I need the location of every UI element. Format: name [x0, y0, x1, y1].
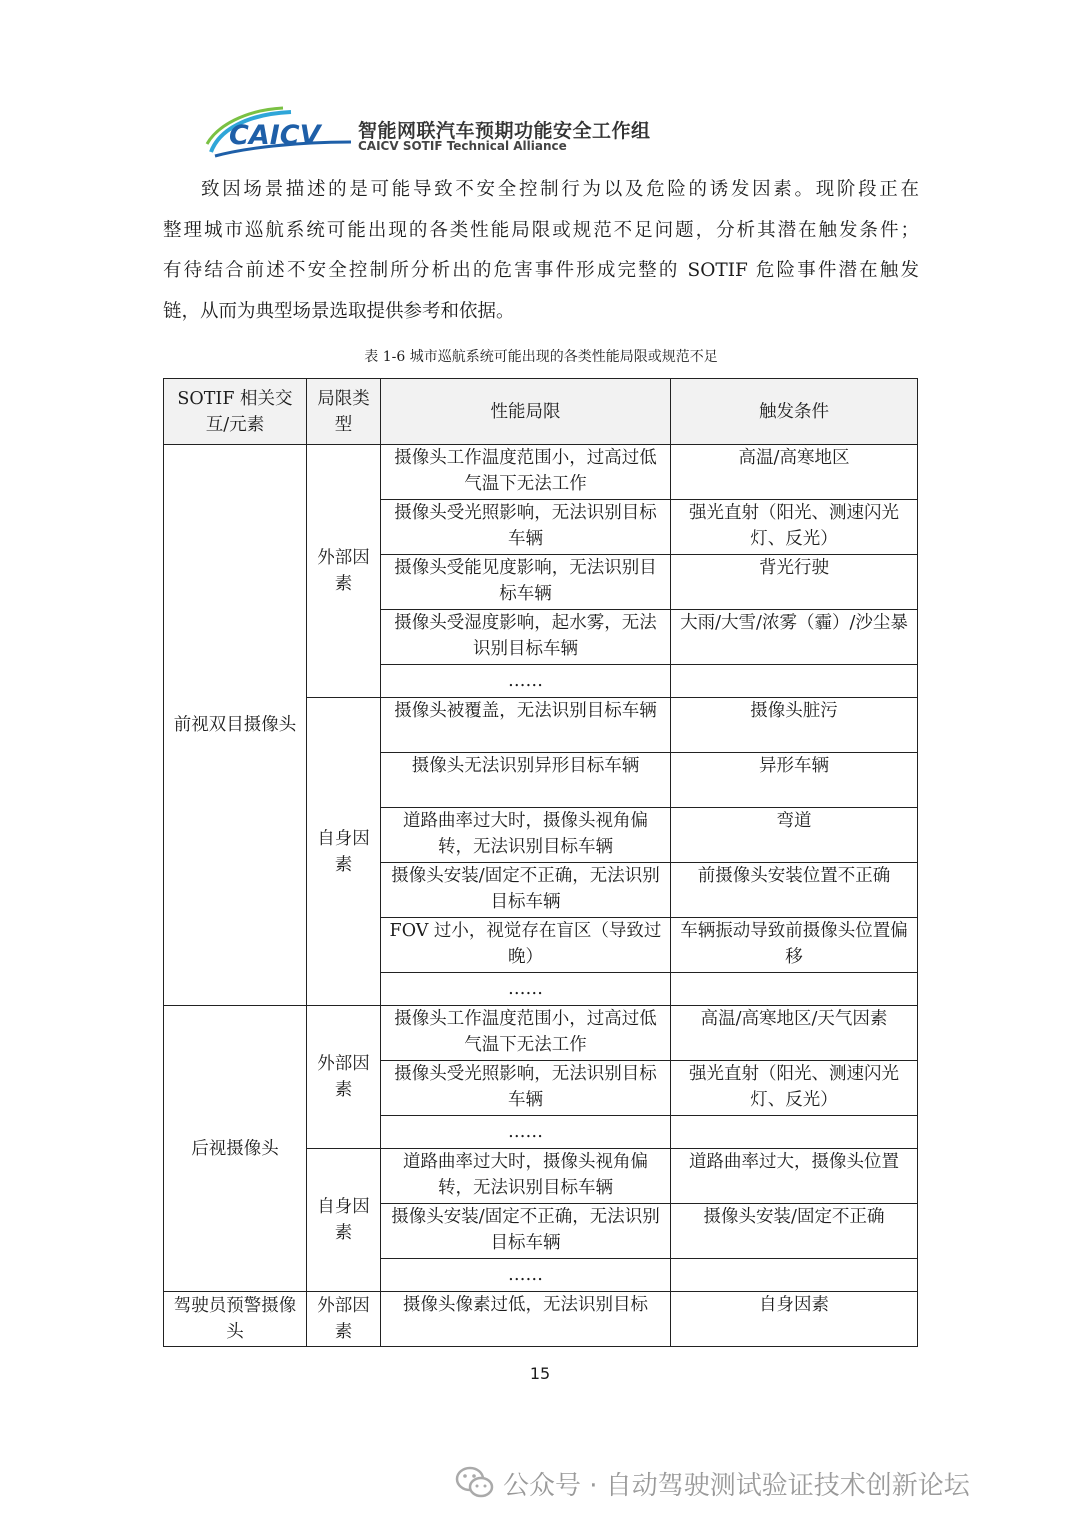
body-paragraph [163, 170, 919, 332]
empty-cell [671, 973, 918, 1006]
trigger-cell: 自身因素 [671, 1292, 918, 1347]
element-cell-driver: 驾驶员预警摄像头 [164, 1292, 307, 1347]
header-type: 局限类型 [307, 379, 381, 445]
limitation-cell: 摄像头受能见度影响，无法识别目标车辆 [381, 555, 671, 610]
page-number: 15 [529, 1364, 551, 1383]
body-line: 有待结合前述不安全控制所分析出的危害事件形成完整的 SOTIF 危险事件潜在触发 [163, 260, 919, 281]
type-cell-external: 外部因素 [307, 445, 381, 698]
trigger-cell: 强光直射（阳光、测速闪光灯、反光） [671, 1061, 918, 1116]
org-name-chinese: 智能网联汽车预期功能安全工作组 [358, 120, 651, 142]
limitation-cell: FOV 过小，视觉存在盲区（导致过晚） [381, 918, 671, 973]
element-cell-front: 前视双目摄像头 [164, 445, 307, 1006]
limitation-cell: 摄像头安装/固定不正确，无法识别目标车辆 [381, 863, 671, 918]
limitation-cell: 摄像头受光照影响，无法识别目标车辆 [381, 1061, 671, 1116]
ellipsis-cell: …… [381, 665, 671, 698]
trigger-cell: 异形车辆 [671, 753, 918, 808]
limitation-cell: 摄像头工作温度范围小，过高过低气温下无法工作 [381, 1006, 671, 1061]
limitation-cell: 摄像头受湿度影响，起水雾，无法识别目标车辆 [381, 610, 671, 665]
table-row [164, 445, 918, 500]
header-element: SOTIF 相关交互/元素 [164, 379, 307, 445]
limitation-cell: 摄像头工作温度范围小，过高过低气温下无法工作 [381, 445, 671, 500]
wechat-icon [455, 1465, 495, 1501]
trigger-cell: 摄像头安装/固定不正确 [671, 1204, 918, 1259]
trigger-cell: 道路曲率过大，摄像头位置 [671, 1149, 918, 1204]
type-cell-external: 外部因素 [307, 1292, 381, 1347]
limitation-cell: 摄像头受光照影响，无法识别目标车辆 [381, 500, 671, 555]
footer-watermark [455, 1462, 970, 1504]
body-line: 整理城市巡航系统可能出现的各类性能局限或规范不足问题，分析其潜在触发条件； [163, 219, 919, 241]
trigger-cell: 车辆振动导致前摄像头位置偏移 [671, 918, 918, 973]
performance-limitation-table [163, 378, 918, 1347]
header-trigger: 触发条件 [671, 379, 918, 445]
trigger-cell: 强光直射（阳光、测速闪光灯、反光） [671, 500, 918, 555]
document-header [205, 106, 685, 160]
logo-text: CAICV [229, 120, 321, 151]
type-cell-internal: 自身因素 [307, 1149, 381, 1292]
caicv-logo [205, 106, 355, 160]
trigger-cell: 摄像头脏污 [671, 698, 918, 753]
element-cell-rear: 后视摄像头 [164, 1006, 307, 1292]
trigger-cell: 前摄像头安装位置不正确 [671, 863, 918, 918]
header-limitation: 性能局限 [381, 379, 671, 445]
trigger-cell: 高温/高寒地区/天气因素 [671, 1006, 918, 1061]
table-header-row [164, 379, 918, 445]
ellipsis-cell: …… [381, 973, 671, 1006]
limitation-cell: 道路曲率过大时，摄像头视角偏转，无法识别目标车辆 [381, 808, 671, 863]
trigger-cell: 高温/高寒地区 [671, 445, 918, 500]
footer-text: 公众号 · 自动驾驶测试验证技术创新论坛 [503, 1470, 970, 1501]
empty-cell [671, 665, 918, 698]
limitation-cell: 摄像头像素过低，无法识别目标 [381, 1292, 671, 1347]
org-name-english: CAICV SOTIF Technical Alliance [358, 139, 567, 153]
limitation-cell: 摄像头无法识别异形目标车辆 [381, 753, 671, 808]
type-cell-internal: 自身因素 [307, 698, 381, 1006]
limitation-cell: 摄像头安装/固定不正确，无法识别目标车辆 [381, 1204, 671, 1259]
empty-cell [671, 1116, 918, 1149]
trigger-cell: 弯道 [671, 808, 918, 863]
table-caption: 表 1-6 城市巡航系统可能出现的各类性能局限或规范不足 [364, 349, 718, 365]
ellipsis-cell: …… [381, 1116, 671, 1149]
table-row [164, 1006, 918, 1061]
table-row [164, 1292, 918, 1347]
trigger-cell: 大雨/大雪/浓雾（霾）/沙尘暴 [671, 610, 918, 665]
empty-cell [671, 1259, 918, 1292]
limitation-cell: 道路曲率过大时，摄像头视角偏转，无法识别目标车辆 [381, 1149, 671, 1204]
body-line: 致因场景描述的是可能导致不安全控制行为以及危险的诱发因素。现阶段正在 [201, 179, 919, 200]
body-line: 链，从而为典型场景选取提供参考和依据。 [163, 300, 515, 322]
limitation-cell: 摄像头被覆盖，无法识别目标车辆 [381, 698, 671, 753]
ellipsis-cell: …… [381, 1259, 671, 1292]
trigger-cell: 背光行驶 [671, 555, 918, 610]
type-cell-external: 外部因素 [307, 1006, 381, 1149]
